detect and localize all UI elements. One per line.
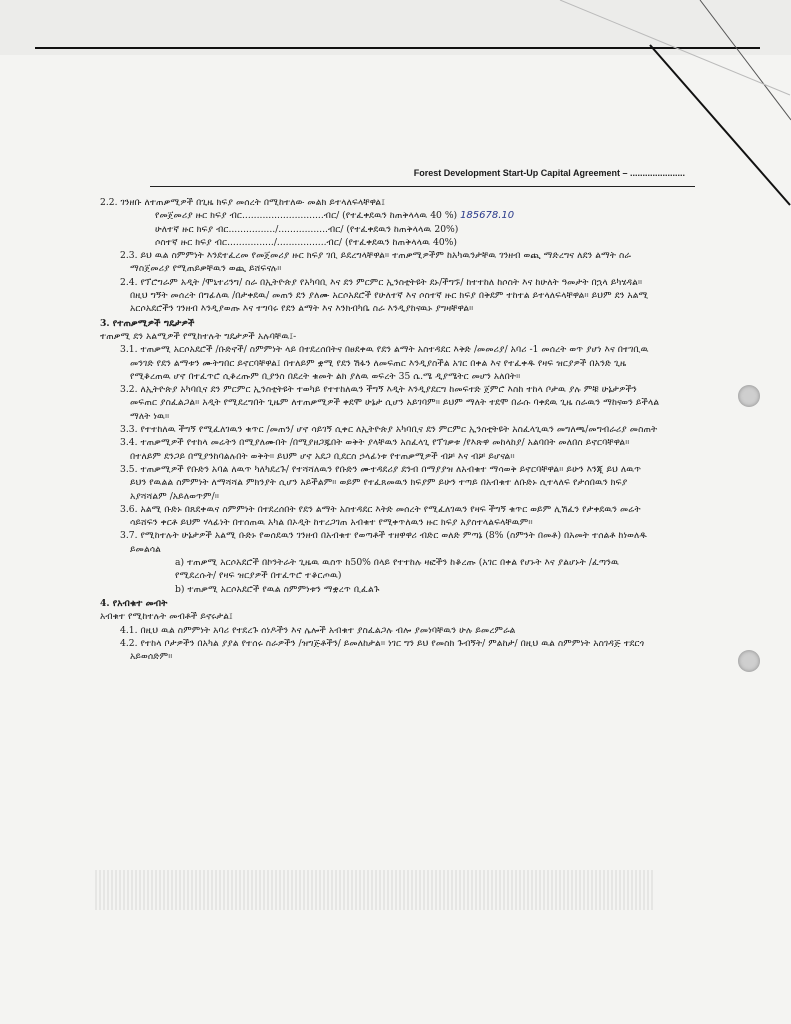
clause-3-6: 3.6. አልሚ ቡድኑ በጸደቀዉና ስምምነት በተደረሰበት የደን ልማት አስተዳደር እትድ መሰረት የሚፈለገዉን የዛፍ ችግኝ ቁጥር ወይም ሊሽፈን የታቀደዉን መሬት ሳይሸፍን ቀርቶ ይህም ሃላፊነት በተሰጠዉ አካል በኦዲት ከተረጋገጠ አብቁተ የሚቀጥለዉን ዙር ክፍያ አያስተላልፍላቸዉም። <box>120 503 641 529</box>
clause-3-5: 3.5. ተጠቃሚዎች የቡድን አባል ለዉጥ ካለካደረጉ/ የተሻሻለዉን የቡድን ሙተዳደሪያ ደንብ በማያያዝ ለአብቁተ ማሳወቅ ይኖርባቸዋል። ይሁን እንጂ ይህ ለዉጥ ይህን የዉልል ስምምነት ለማሻሻል ምክንያት ሲሆን አይችልም። ወይም የተፈጸመዉን ክፍያም ይሁን ተጣይ በአብቁተ ለቡድኑ ሲተላለፍ የታሰበዉን ክፍያ አያሻሻልም /አይለወጥም/። <box>120 463 642 502</box>
header-rule <box>150 186 695 187</box>
payment-round-2: ሁለተኛ ዙር ክፍያ ብር................/.................ብር/ (የተፈቀደዉን ከጠቅላላዉ 20%) <box>155 223 459 235</box>
clause-3-7: 3.7. የሚከተሉት ሁኔታዎች አልሚ ቡድኑ የወሰደዉን ገንዘብ በአብቁተ የወጣቶች ተዘዋዋሪ ብድር ወለድ ምጣኔ (8% (ስምንት በመቶ) በአመት ተሰልቶ ከነወለዱ ይመልሳል <box>120 530 647 555</box>
document-header: Forest Development Start-Up Capital Agreement – ...................... <box>413 168 685 178</box>
punch-hole <box>738 385 760 407</box>
clause-3-1: 3.1. ተጠቃሚ አርሶአደሮች /ቡድኖች/ ስምምነት ላይ በተደረሰበትና በፀደቀዉ የደን ልማት አስተዳደር እቅድ /መመሪያ/ አባሪ -1 መሰረት ወጥ ያሆነ እና በተገቢዉ መንገድ የደን ልማቱን ሙትግበር ይኖርባቸዋል፤ በተለይም ቋሚ የደን ሽፋን ለመፍጠር እንዲያስችል አገር በቀል እና የተፈቀዱ የዛፍ ዝርያዎች በአንድ ጊዜ የሚቆረጠዉ ሆኖ በተፈጥሮ ሲቆረጡም ቢያንስ በደረት ቁመት ልክ ያለዉ ወፍረት 35 ሴ.ሜ ዲያሜትር መሆን አለበት። <box>120 344 649 382</box>
clause-3-7-b: b) ተጠቃሚ አርሶአደሮች የዉል ስምምነቱን ማቋረጥ ቢፈልጉ <box>175 583 380 595</box>
section-4-intro: አብቁተ የሚከተሉት መብቶች ይኖሩታል፤ <box>100 611 233 623</box>
punch-hole <box>738 650 760 672</box>
clause-3-3: 3.3. የተተከለዉ ችግኝ የሚፈለገዉን ቁጥር /መጠን/ ሆኖ ሳይገኝ ሲቀር ለኢትዮጵያ አካባቢና ደን ምርምር ኢንስቲትዩት አስፈላጊዉን መግለጫ/መግብራሪያ መስጠት <box>120 424 658 436</box>
payment-round-3: ሶስተኛ ዙር ክፍያ ብር................/.................ብር/ (የተፈቀደዉን ከጠቅላላዉ 40%) <box>155 236 457 248</box>
clause-4-2: 4.2. የተከላ ቦታዎችን በአካል ያያል የተሰሩ ስራዎችን /ዝግጅቶችን/ ይመለከታል። ነገር ግን ይህ የመስክ ጉብኝት/ ምልከታ/ በዚህ ዉል ስምምነት አስገዳጅ ተደርጎ አይወሰድም። <box>120 637 645 663</box>
clause-2-2: 2.2. ገንዘቡ ለተጠቃሚዎች በጊዜ ክፍያ መሰረት በሚከተለው መልክ ይተላለፍላቸዋል፤ <box>100 197 385 208</box>
section-3-intro: ተጠቃሚ ደን አልሚዎች የሚከተሉት ግዴታዎች አሉባቸዉ፤- <box>100 330 297 342</box>
clause-4-1: 4.1. በዚህ ዉል ስምምነት አባሪ የተደረጉ ሰነዶችን እና ሌሎች አብቁተ ያስፈልጋሉ ብሎ ያመነባቸዉን ሁሉ ይመረምራል <box>120 624 516 636</box>
clause-3-4: 3.4. ተጠቃሚዎች የተከላ መሬትን በሚያለሙበት /በሚያዘጋጁበት ወቅት ያላቸዉን አስፈላጊ የፕገቃቱ /የእጽዋ መከላከያ/ አልባበት መለበስ ይኖርባቸዋል። በተለይም ደንጋይ በሚያንከባልሉበት ወቅት። ይህም ሆኖ አደጋ ቢደርስ ኃላፊነቱ የተጠቃሚዎች ብቻ እና ብቻ ይሆናል። <box>120 437 630 462</box>
clause-3-7-a: a) ተጠቃሚ አርሶአደሮች በኮንትራት ጊዜዉ ዉስጥ ከ50% በላይ የተተከሉ ዛፎችን ከቆረጡ (አገር በቀል የሆኑት እና ያልሆኑት /ፈጣንዉ የሚደረሱት/ የዛፍ ዝርያዎች በተፈጥሮ ተቆርጦዉ) <box>175 557 619 582</box>
payment-round-1 <box>100 209 660 222</box>
payment-round-1-text: የመጀመሪያ ዙር ክፍያ ብር............................ብር/ (የተፈቀደዉን ከጠቅላላዉ 40 %) <box>155 210 458 222</box>
document-body <box>100 196 660 663</box>
clause-2-3: 2.3. ይህ ዉል ስምምነት እንደተፈረመ የመጀመሪያ ዙር ክፍያ ገቢ ይደረግላቸዋል። ተጠቃሚዎችም ከአካዉንታቸዉ ገንዘብ ወጪ ማድረግና ለደን ልማት ስራ ማስጀመሪያ የሚጠይቃቸዉን ወጪ ይሸፍናሉ። <box>120 250 631 275</box>
handwritten-amount: 185678.10 <box>460 210 515 222</box>
section-3-title: 3. የተጠቃሚዎች ግዴታዎች <box>100 317 195 329</box>
scan-smudge <box>95 870 655 910</box>
section-4-title: 4. የአብቁተ መብት <box>100 597 168 609</box>
clause-2-4: 2.4. የፕሮግራም አዲት /ሞኒተሪንግ/ ስራ በኢትዮጵያ የአካባቢ እና ደን ምርምር ኢንስቲትዩት ደኑ/ችግኙ/ ከተተከለ ከሶስት እና ከሁለት ዓመታት በኋላ ይካሄዳል። በዚህ ግኝት መሰረት በግፊለዉ /በታቀደዉ/ መጠን ደን ያለሙ አርሶአደሮች የሁለተኛ እና ሶስተኛ ዙር ክፍያ በቅደም ተከተል ይተላለፍላቸዋል። ይህም ደን አልሚ አርሶአደሮችን ገንዘብ እንዲያወጡ እና ተግባሩ የደን ልማት እና እንክብካቤ ስራ እንዲያከናዉኑ ያግዛቸዋል። <box>120 276 649 315</box>
clause-3-2: 3.2. ለኢትዮጵያ አካባቢና ደን ምርምር ኢንስቲትዩት ተወካይ የተተከለዉን ችግኝ እዲት እንዲያደርግ ከመፍተድ ጀምሮ እስከ ተከላ ቦታዉ ያሉ ምቹ ሁኔታዎችን መፍጠር ያስፈልጋል። አዲት የሚደረግበት ጊዜም ለተጠቃሚዎች ቀደሞ ሁኔታ ሲሆን አይገባም። ይህም ማለት ተደሞ በራሱ ባቀደዉ ጊዜ ስራዉን ማከናወን ይችላል ማለት ነዉ። <box>120 384 660 422</box>
